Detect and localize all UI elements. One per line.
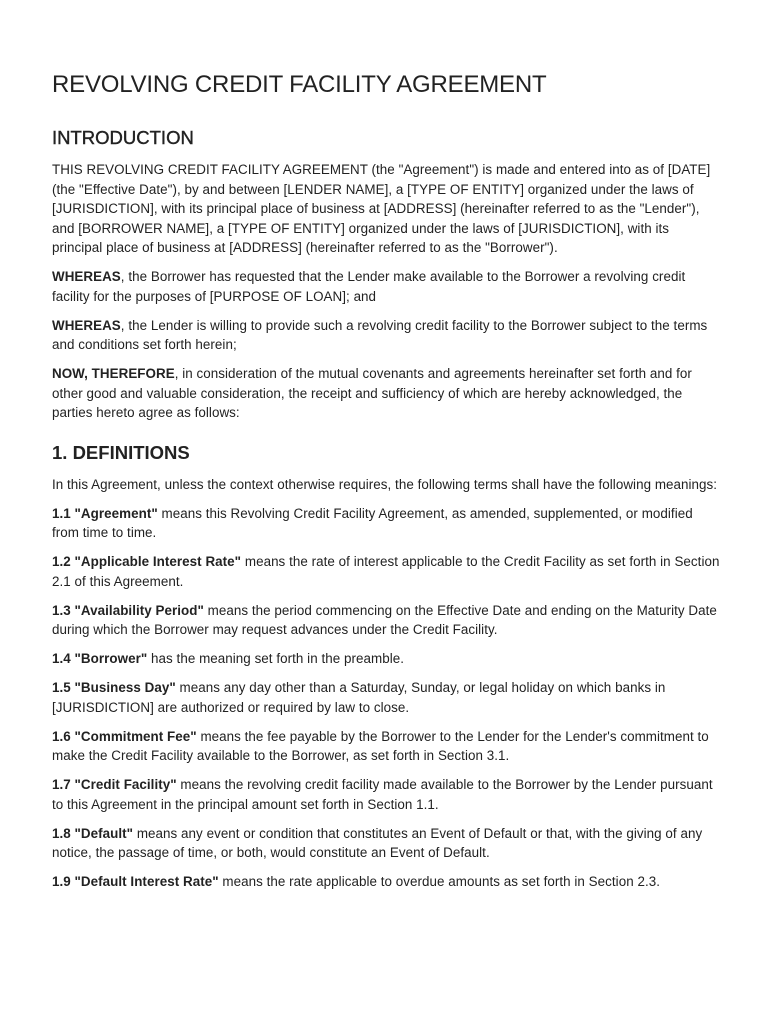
intro-paragraph bbox=[52, 267, 720, 306]
bold-term: 1.7 "Credit Facility" bbox=[52, 777, 177, 792]
paragraph-text: means the rate applicable to overdue amounts as set forth in Section 2.3. bbox=[218, 874, 660, 889]
bold-term: NOW, THEREFORE bbox=[52, 366, 175, 381]
paragraph-text: means the revolving credit facility made available to the Borrower by the Lender pursuant to this Agreement in the principal amount set forth in Section 1.1. bbox=[52, 777, 713, 812]
paragraph-text: means any event or condition that constitutes an Event of Default or that, with the giving of any notice, the passage of time, or both, would constitute an Event of Default. bbox=[52, 825, 703, 860]
definition-item bbox=[52, 872, 720, 892]
paragraph-text: means the rate of interest applicable to the Credit Facility as set forth in Section 2.1 of this Agreement. bbox=[52, 554, 720, 589]
paragraph-text: has the meaning set forth in the preamble. bbox=[147, 651, 404, 666]
intro-paragraph bbox=[52, 316, 720, 355]
introduction-heading: INTRODUCTION bbox=[52, 127, 194, 148]
bold-term: WHEREAS bbox=[52, 317, 121, 333]
definitions-list bbox=[52, 504, 720, 892]
definition-item bbox=[52, 678, 720, 717]
definition-item bbox=[52, 601, 720, 640]
bold-term: 1.2 "Applicable Interest Rate" bbox=[52, 554, 242, 569]
paragraph-text: , the Borrower has requested that the Lender make available to the Borrower a revolving credit facility for the purposes of [PURPOSE OF LOAN]; and bbox=[52, 269, 686, 304]
definitions-heading: 1. DEFINITIONS bbox=[52, 441, 190, 463]
definition-item bbox=[52, 824, 720, 863]
bold-term: WHEREAS bbox=[52, 269, 121, 284]
bold-term: 1.1 "Agreement" bbox=[52, 505, 158, 521]
definition-item bbox=[52, 504, 720, 543]
definitions-intro: In this Agreement, unless the context otherwise requires, the following terms shall have the following meanings: bbox=[52, 476, 718, 492]
definition-item bbox=[52, 727, 720, 766]
bold-term: 1.4 "Borrower" bbox=[52, 651, 148, 666]
paragraph-text: means the period commencing on the Effective Date and ending on the Maturity Date during which the Borrower may request advances under the Credit Facility. bbox=[52, 602, 717, 637]
paragraph-text: means this Revolving Credit Facility Agreement, as amended, supplemented, or modified from time to time. bbox=[52, 505, 693, 540]
paragraph-text: THIS REVOLVING CREDIT FACILITY AGREEMENT (the "Agreement") is made and entered into as of [DATE] (the "Effective Date"), by and between [LENDER NAME], a [TYPE OF ENTITY] organized under the laws of [JURISDICTION], with its principal place of business at [ADDRESS] (hereinafter referred to as the "Lender"), and [BORROWER NAME], a [TYPE OF ENTITY] organized under the laws of [JURISDICTION], with its principal place of business at [ADDRESS] (hereinafter referred to as the "Borrower"). bbox=[52, 162, 711, 255]
bold-term: 1.5 "Business Day" bbox=[52, 680, 176, 695]
bold-term: 1.8 "Default" bbox=[52, 825, 134, 841]
bold-term: 1.9 "Default Interest Rate" bbox=[52, 874, 219, 889]
definition-item bbox=[52, 649, 720, 669]
definition-item bbox=[52, 775, 720, 814]
paragraph-text: , in consideration of the mutual covenants and agreements hereinafter set forth and for other good and valuable consideration, the receipt and sufficiency of which are hereby acknowledged, the parties hereto agree as follows: bbox=[52, 366, 692, 420]
document-page bbox=[52, 70, 720, 901]
document-title: REVOLVING CREDIT FACILITY AGREEMENT bbox=[52, 71, 547, 98]
paragraph-text: means the fee payable by the Borrower to the Lender for the Lender's commitment to make the Credit Facility available to the Borrower, as set forth in Section 3.1. bbox=[52, 728, 709, 763]
introduction-section bbox=[52, 160, 720, 423]
paragraph-text: means any day other than a Saturday, Sunday, or legal holiday on which banks in [JURISDICTION] are authorized or required by law to close. bbox=[52, 680, 666, 715]
definition-item bbox=[52, 552, 720, 591]
paragraph-text: , the Lender is willing to provide such a revolving credit facility to the Borrower subject to the terms and conditions set forth herein; bbox=[52, 317, 708, 352]
bold-term: 1.3 "Availability Period" bbox=[52, 602, 204, 618]
intro-paragraph bbox=[52, 364, 720, 423]
intro-paragraph bbox=[52, 160, 720, 258]
bold-term: 1.6 "Commitment Fee" bbox=[52, 728, 197, 744]
